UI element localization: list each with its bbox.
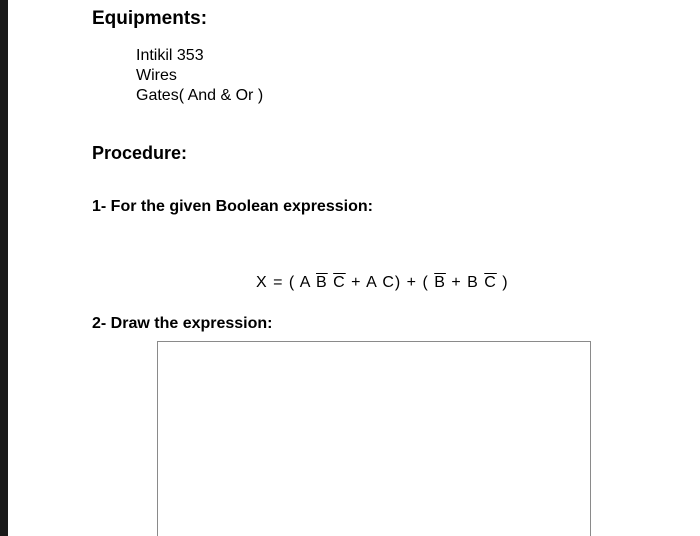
expr-open-paren-2: ( (422, 274, 435, 291)
equipment-list (136, 46, 263, 106)
expr-close-paren-2: ) (496, 274, 509, 291)
expr-close-paren: ) (394, 274, 402, 291)
expr-term1-c-complement: $\overline{C}$ (333, 274, 346, 291)
step-2-instruction: 2- Draw the expression: (92, 315, 273, 332)
equipment-item: Wires (136, 67, 177, 84)
expr-output-variable: X (256, 274, 268, 291)
expr-open-paren: ( (288, 274, 300, 291)
expr-term1-b-complement: $\overline{B}$ (316, 274, 328, 291)
expr-term1-a: A (299, 274, 317, 291)
expr-term3-b-complement: $\overline{B}$ (434, 274, 446, 291)
expr-equals: = (267, 274, 289, 291)
expr-term2-ac: A C (366, 274, 395, 291)
equipment-item: Intikil 353 (136, 47, 204, 64)
expr-term4-c-complement: $\overline{C}$ (484, 274, 497, 291)
left-edge-bar (0, 0, 8, 536)
expr-plus-middle: + (401, 274, 423, 291)
expr-plus-2: + (445, 274, 468, 291)
expr-plus: + (345, 274, 367, 291)
procedure-heading: Procedure: (92, 143, 188, 163)
drawing-area-box (157, 341, 591, 536)
equipments-heading: Equipments: (92, 8, 208, 29)
expr-term4-b: B (467, 274, 485, 291)
step-1-instruction: 1- For the given Boolean expression: (92, 198, 373, 215)
equipment-item: Gates( And & Or ) (136, 87, 264, 104)
boolean-expression (256, 274, 509, 292)
